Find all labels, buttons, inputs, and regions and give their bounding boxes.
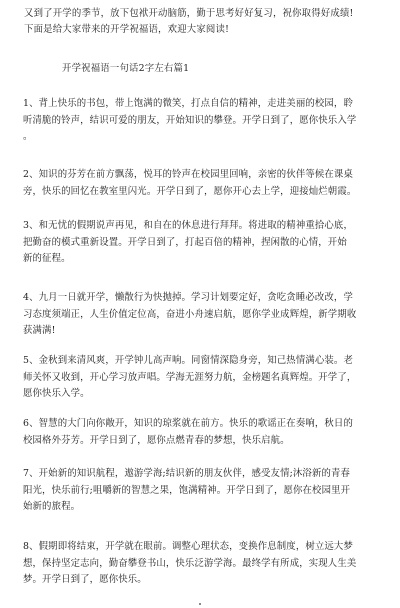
paragraph-line: 。 [23, 131, 33, 143]
paragraph-line: 6、智慧的大门向你敞开，知识的琼浆就在前方。快乐的歌谣正在奏响，秋日的 [23, 418, 353, 429]
paragraph-line: 获满满! [23, 325, 56, 337]
paragraph-line: 梦。开学日到了，愿你快乐。 [23, 574, 147, 586]
paragraph-line: 师关怀又收到，开心学习放声唱。学海无涯努力航，金榜题名真辉煌。开学了， [23, 371, 357, 383]
paragraph-line: 8、假期即将结束，开学就在眼前。调整心理状态，变换作息制度，树立远大梦 [23, 541, 353, 552]
paragraph-line: 5、金秋到来清风爽，开学钟儿高声响。同窗情深隐身旁，知己热情满心装。老 [23, 355, 353, 366]
intro-text [24, 6, 376, 38]
paragraph-line: 2、知识的芬芳在前方飘荡，悦耳的铃声在校园里回响，亲密的伙伴等候在课桌 [23, 169, 353, 180]
paragraph-line: 1、背上快乐的书包，带上饱满的微笑，打点自信的精神，走进美丽的校园，聆 [23, 98, 353, 109]
paragraph-6 [23, 416, 379, 449]
paragraph-line: 想，保持坚定志向，勤奋攀登书山，快乐泛游学海。最终学有所成，实现人生美 [23, 557, 357, 569]
intro-line: 下面是给大家带来的开学祝福语，欢迎大家阅读! [24, 24, 230, 35]
paragraph-line: 阳光，快乐前行;咀嚼新的智慧之果，饱满精神。开学日到了，愿你在校园里开 [23, 484, 351, 496]
paragraph-line: 把勤奋的模式重新设置。开学日到了，打起百倍的精神，捏闲散的心情，开始 [23, 236, 347, 248]
paragraph-1 [23, 96, 379, 146]
paragraph-7 [23, 466, 379, 516]
paragraph-4 [23, 290, 379, 340]
paragraph-line: 7、开始新的知识航程，遨游学海;结识新的朋友伙伴，感受友情;沐浴新的青春 [23, 468, 351, 479]
paragraph-line: 新的征程。 [23, 253, 71, 265]
paragraph-line: 愿你快乐入学。 [23, 388, 90, 400]
paragraph-line: 4、九月一日就开学，懒散行为快抛掉。学习计划要定好，贪吃贪睡必改改，学 [23, 292, 353, 303]
paragraph-line: 校园格外芬芳。开学日到了，愿你点燃青春的梦想，快乐启航。 [23, 434, 290, 446]
paragraph-line: 3、和无忧的假期说声再见，和自在的休息进行拜拜。将进取的精神重拾心底， [23, 220, 353, 231]
paragraph-2 [23, 167, 379, 200]
section-title: 开学祝福语一句话2字左右篇1 [62, 63, 190, 74]
intro-line: 又到了开学的季节，放下包袱开动脑筋，勤于思考好好复习，祝你取得好成绩! [24, 8, 354, 19]
paragraph-line: 听清脆的铃声，结识可爱的朋友，开始知识的攀登。开学日到了，愿你快乐入学 [23, 114, 357, 126]
page-marker-dot [199, 603, 201, 605]
paragraph-line: 始新的旅程。 [23, 501, 81, 513]
paragraph-line: 习态度须端正，人生价值定位高，奋进小舟速启航，愿你学业成辉煌，新学期收 [23, 308, 357, 320]
paragraph-line: 旁，快乐的回忆在教室里闪光。开学日到了，愿你开心去上学，迎接灿烂朝霞。 [23, 185, 357, 197]
paragraph-8 [23, 539, 379, 589]
paragraph-5 [23, 353, 379, 403]
paragraph-3 [23, 218, 379, 268]
